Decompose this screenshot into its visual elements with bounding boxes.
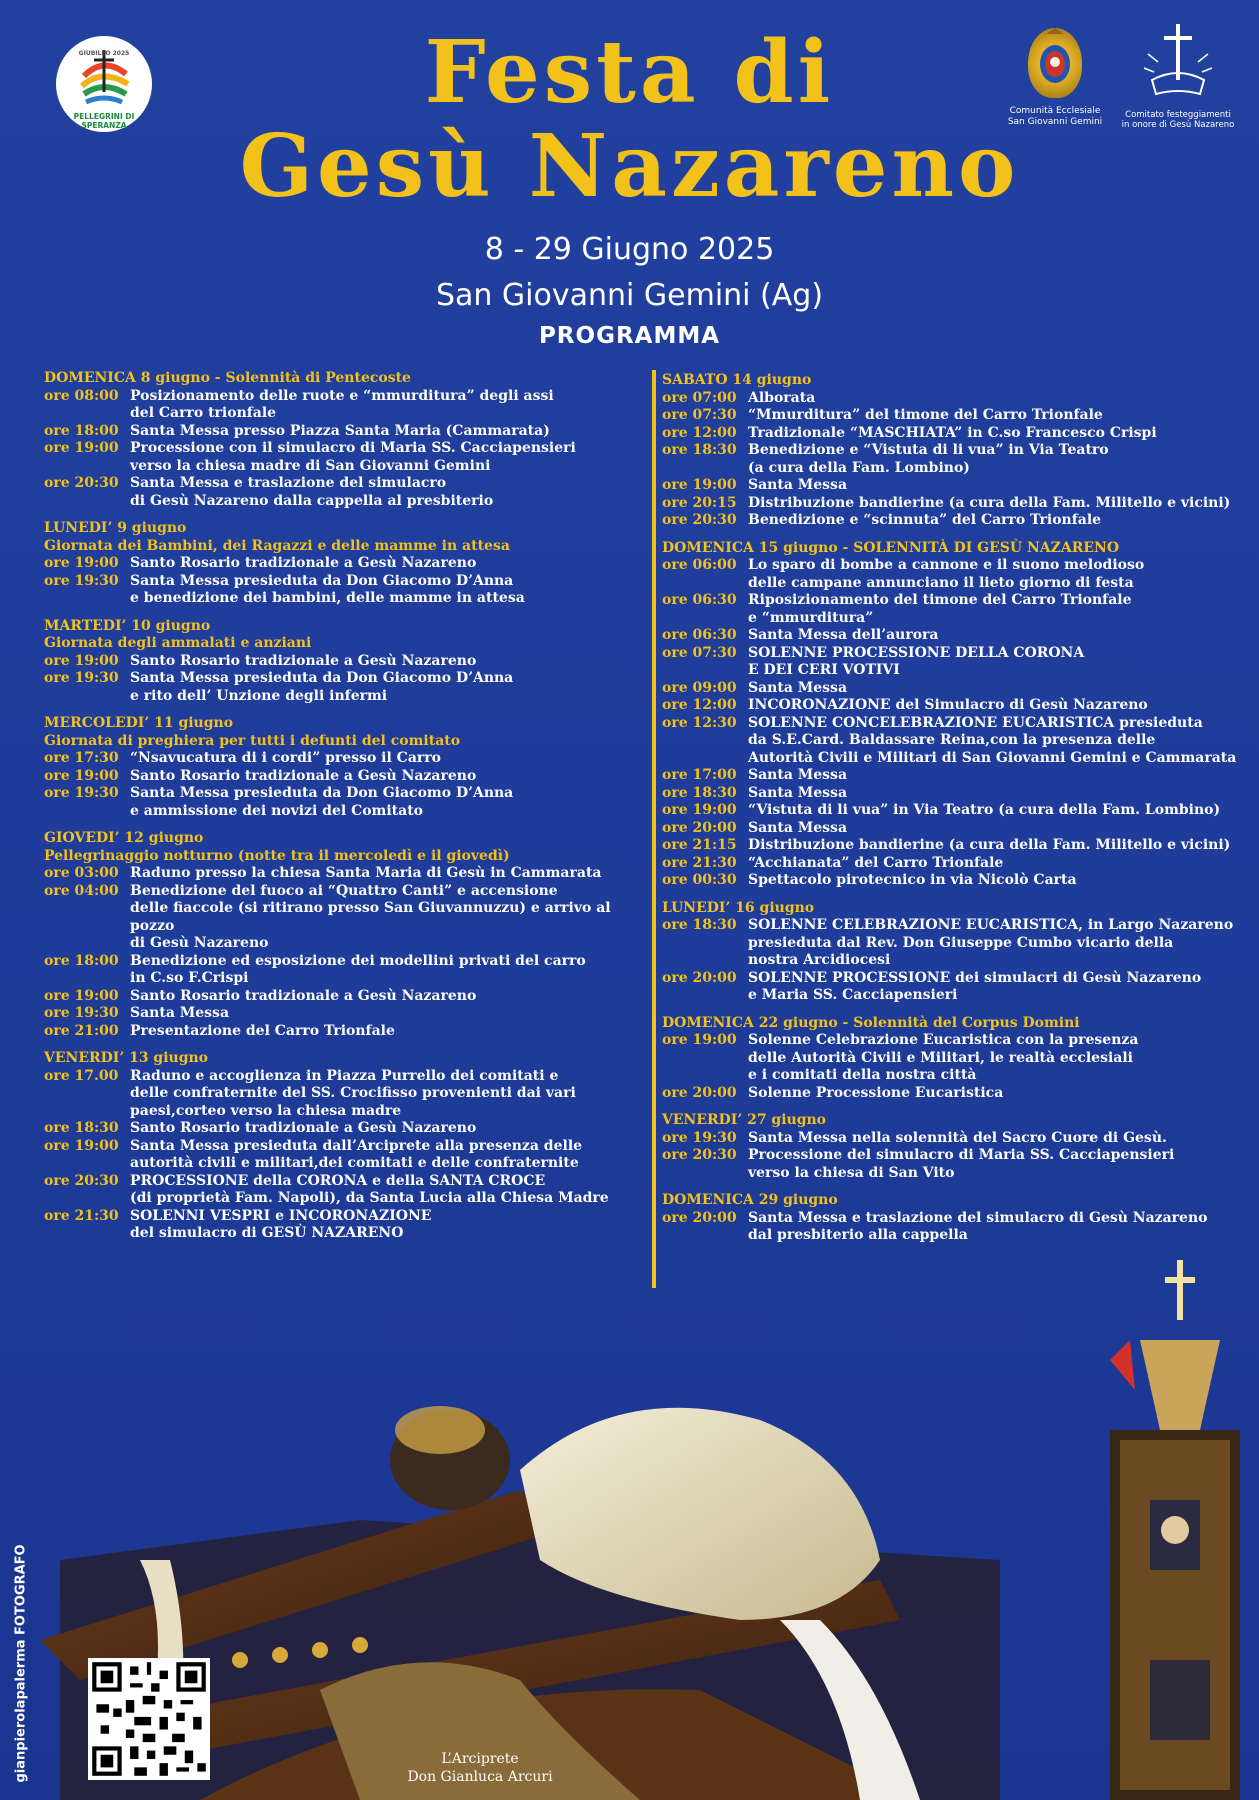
event-time: ore 19:00 — [44, 1137, 119, 1154]
program-day — [44, 830, 644, 1040]
program-day — [662, 1015, 1252, 1103]
program-event — [662, 512, 1252, 530]
programma-heading: PROGRAMMA — [538, 323, 721, 349]
program-event — [44, 1023, 644, 1041]
event-dates: 8 - 29 Giugno 2025 — [484, 232, 775, 267]
event-time: ore 17:30 — [44, 750, 119, 766]
event-time: ore 21:30 — [662, 854, 737, 871]
event-description: Santa Messa presieduta da Don Giacomo D’Anna e benedizione dei bambini, delle mamme in attesa — [130, 572, 525, 606]
event-description: Processione con il simulacro di Maria SS. Cacciapensieri verso la chiesa madre di San Giovanni Gemini — [130, 440, 576, 474]
program-event — [662, 680, 1252, 698]
program-day — [44, 520, 644, 608]
day-title: VENERDI’ 13 giugno — [44, 1050, 209, 1066]
event-description: Benedizione e “Vistuta di li vua” in Via Teatro (a cura della Fam. Lombino) — [748, 442, 1109, 476]
event-description: Santa Messa presieduta dall’Arciprete alla presenza delle autorità civili e militari,dei comitati e delle confraternite — [130, 1137, 583, 1171]
event-description: SOLENNE CELEBRAZIONE EUCARISTICA, in Largo Nazareno presieduta dal Rev. Don Giuseppe Cumbo vicario della nostra Arcidiocesi — [748, 917, 1234, 968]
program-event — [44, 785, 644, 820]
event-time: ore 20:00 — [662, 1084, 737, 1101]
photographer-credit — [8, 1544, 29, 1790]
day-title: DOMENICA 29 giugno — [662, 1192, 838, 1208]
program-event — [44, 670, 644, 705]
event-time: ore 19:00 — [662, 477, 737, 493]
event-time: ore 20:00 — [662, 1209, 737, 1226]
event-description: Benedizione e “scinnuta” del Carro Trionfale — [748, 512, 1102, 528]
event-time: ore 21:15 — [662, 837, 737, 853]
program-event — [662, 970, 1252, 1005]
day-title: DOMENICA 22 giugno - Solennità del Corpus Domini — [662, 1014, 1080, 1031]
event-time: ore 19:00 — [44, 555, 119, 571]
program-event — [662, 855, 1252, 873]
event-time: ore 19:00 — [662, 802, 737, 818]
column-divider — [652, 370, 656, 1288]
event-time: ore 17:00 — [662, 767, 737, 783]
day-subtitle: Pellegrinaggio notturno (notte tra il mercoledì e il giovedì) — [44, 847, 510, 864]
event-time: ore 18:30 — [662, 784, 737, 801]
event-time: ore 19:30 — [44, 1005, 119, 1021]
day-title: DOMENICA 15 giugno - SOLENNITÀ DI GESÙ NAZARENO — [662, 539, 1120, 556]
program-event — [662, 425, 1252, 443]
event-time: ore 20:30 — [44, 1172, 119, 1189]
program-event — [662, 1210, 1252, 1245]
day-title: SABATO 14 giugno — [662, 372, 812, 388]
program-event — [44, 768, 644, 786]
event-description: Santa Messa — [748, 477, 848, 493]
event-description: Raduno e accoglienza in Piazza Purrello dei comitati e delle confraternite del SS. Crocifisso provenienti dai vari paesi,corteo verso la chiesa madre — [130, 1067, 576, 1119]
event-time: ore 18:00 — [44, 422, 119, 439]
event-description: SOLENNE CONCELEBRAZIONE EUCARISTICA presieduta da S.E.Card. Baldassare Reina,con la presenza delle Autorità Civili e Militari di San Giovanni Gemini e Cammarata — [748, 714, 1237, 766]
event-description: Presentazione del Carro Trionfale — [130, 1022, 395, 1039]
program-event — [662, 442, 1252, 477]
event-time: ore 18:30 — [44, 1120, 119, 1136]
event-time: ore 19:30 — [44, 785, 119, 801]
event-time: ore 20:00 — [662, 819, 737, 836]
signature-name: Don Gianluca Arcuri — [407, 1769, 553, 1785]
event-time: ore 20:30 — [662, 512, 737, 528]
program-event — [44, 953, 644, 988]
qr-code[interactable] — [88, 1658, 210, 1780]
event-description: Santa Messa nella solennità del Sacro Cuore di Gesù. — [748, 1129, 1167, 1146]
event-time: ore 19:00 — [662, 1032, 737, 1048]
event-time: ore 20:30 — [44, 475, 119, 491]
signature-role: L’Arciprete — [441, 1751, 519, 1767]
committee-caption-line1: Comitato festeggiamenti — [1125, 110, 1231, 120]
parish-caption-line1: Comunità Ecclesiale — [1009, 106, 1101, 116]
event-time: ore 19:30 — [662, 1129, 737, 1146]
event-time: ore 19:00 — [44, 767, 119, 784]
program-event — [662, 390, 1252, 408]
program-event — [662, 645, 1252, 680]
day-title: GIOVEDI’ 12 giugno — [44, 830, 204, 846]
day-subtitle: Giornata di preghiera per tutti i defunti del comitato — [44, 732, 461, 749]
event-time: ore 12:00 — [662, 697, 737, 713]
day-title: LUNEDI’ 9 giugno — [44, 520, 187, 536]
program-event — [662, 592, 1252, 627]
program-day — [662, 1192, 1252, 1245]
event-description: Santo Rosario tradizionale a Gesù Nazareno — [130, 767, 477, 784]
event-time: ore 21:00 — [44, 1022, 119, 1039]
event-description: Distribuzione bandierine (a cura della Fam. Militello e vicini) — [748, 837, 1231, 853]
event-description: Santo Rosario tradizionale a Gesù Nazareno — [130, 555, 477, 571]
event-description: “Vistuta di li vua” in Via Teatro (a cura della Fam. Lombino) — [748, 802, 1221, 818]
event-description: Santa Messa presieduta da Don Giacomo D’Anna e ammissione dei novizi del Comitato — [130, 785, 514, 819]
program-event — [662, 1147, 1252, 1182]
program-event — [44, 883, 644, 953]
event-description: Posizionamento delle ruote e “mmurditura” degli assi del Carro trionfale — [130, 387, 554, 421]
event-description: Solenne Celebrazione Eucaristica con la presenza delle Autorità Civili e Militari, le realtà ecclesiali e i comitati della nostra città — [748, 1032, 1139, 1083]
event-description: PROCESSIONE della CORONA e della SANTA CROCE (di proprietà Fam. Napoli), da Santa Lucia alla Chiesa Madre — [130, 1172, 609, 1206]
event-description: “Nsavucatura di i cordi” presso il Carro — [130, 750, 441, 766]
event-description: Tradizionale “MASCHIATA” in C.so Francesco Crispi — [748, 424, 1157, 441]
event-time: ore 17.00 — [44, 1067, 119, 1084]
event-description: Benedizione del fuoco ai “Quattro Canti” e accensione delle fiaccole (si ritirano presso San Giuvannuzzu) e arrivo al pozzo di Gesù Nazareno — [130, 882, 611, 951]
program-event — [44, 1005, 644, 1023]
program-event — [662, 477, 1252, 495]
day-title: LUNEDI’ 16 giugno — [662, 899, 815, 916]
event-time: ore 07:30 — [662, 644, 737, 661]
event-time: ore 03:00 — [44, 865, 119, 881]
qr-code-icon — [88, 1658, 210, 1780]
program-event — [662, 802, 1252, 820]
day-title: MERCOLEDI’ 11 giugno — [44, 715, 234, 731]
event-time: ore 12:00 — [662, 424, 737, 441]
program-left-column — [44, 370, 644, 1253]
event-time: ore 00:30 — [662, 872, 737, 888]
program-event — [44, 440, 644, 475]
program-event — [44, 988, 644, 1006]
event-description: Santa Messa e traslazione del simulacro di Gesù Nazareno dalla cappella al presbiterio — [130, 475, 494, 509]
program-event — [44, 653, 644, 671]
event-description: Alborata — [748, 389, 816, 406]
event-time: ore 18:30 — [662, 442, 737, 458]
program-event — [662, 785, 1252, 803]
day-title: MARTEDI’ 10 giugno — [44, 617, 211, 634]
jubilee-logo-year: GIUBILEO 2025 — [78, 50, 130, 57]
event-time: ore 19:00 — [44, 652, 119, 669]
program-event — [44, 750, 644, 768]
event-description: Lo sparo di bombe a cannone e il suono melodioso delle campane annunciano il lieto giorno di festa — [748, 557, 1145, 591]
event-description: INCORONAZIONE del Simulacro di Gesù Nazareno — [748, 697, 1148, 713]
event-description: Santa Messa — [748, 784, 848, 801]
event-time: ore 20:15 — [662, 494, 737, 511]
program-event — [662, 407, 1252, 425]
program-event — [662, 1085, 1252, 1103]
event-description: SOLENNE PROCESSIONE dei simulacri di Gesù Nazareno e Maria SS. Cacciapensieri — [748, 969, 1202, 1003]
event-description: Santa Messa presieduta da Don Giacomo D’Anna e rito dell’ Unzione degli infermi — [130, 670, 514, 704]
program-event — [44, 865, 644, 883]
program-day — [662, 1112, 1252, 1182]
program-event — [44, 573, 644, 608]
event-time: ore 18:00 — [44, 952, 119, 969]
program-day — [662, 540, 1252, 890]
event-time: ore 12:30 — [662, 714, 737, 731]
event-description: Santo Rosario tradizionale a Gesù Nazareno — [130, 987, 477, 1004]
event-description: SOLENNI VESPRI e INCORONAZIONE del simulacro di GESÙ NAZARENO — [130, 1207, 432, 1241]
program-event — [44, 1068, 644, 1121]
program-event — [662, 557, 1252, 592]
event-description: Benedizione ed esposizione dei modellini privati del carro in C.so F.Crispi — [130, 952, 586, 986]
event-description: Spettacolo pirotecnico in via Nicolò Carta — [748, 872, 1077, 888]
jubilee-logo-text: PELLEGRINI DI SPERANZA — [73, 112, 135, 130]
event-time: ore 07:00 — [662, 389, 737, 406]
event-time: ore 07:30 — [662, 407, 737, 423]
event-description: SOLENNE PROCESSIONE DELLA CORONA E DEI CERI VOTIVI — [748, 644, 1085, 678]
program-event — [662, 767, 1252, 785]
event-description: Santa Messa — [130, 1005, 230, 1021]
event-description: Santa Messa — [748, 767, 848, 783]
event-time: ore 18:30 — [662, 917, 737, 933]
event-description: Processione del simulacro di Maria SS. Cacciapensieri verso la chiesa di San Vito — [748, 1147, 1175, 1181]
event-time: ore 20:00 — [662, 969, 737, 986]
program-day — [44, 1050, 644, 1243]
program-event — [662, 715, 1252, 768]
event-description: “Mmurditura” del timone del Carro Trionfale — [748, 407, 1103, 423]
program-event — [662, 917, 1252, 970]
day-title: DOMENICA 8 giugno - Solennità di Pentecoste — [44, 370, 411, 386]
program-day — [44, 715, 644, 820]
program-event — [44, 1173, 644, 1208]
event-description: Santa Messa — [748, 679, 848, 696]
program-day — [662, 372, 1252, 530]
event-time: ore 19:30 — [44, 670, 119, 686]
event-time: ore 21:30 — [44, 1207, 119, 1224]
program-event — [44, 1138, 644, 1173]
event-description: Raduno presso la chiesa Santa Maria di Gesù in Cammarata — [130, 865, 602, 881]
event-description: Santa Messa — [748, 819, 848, 836]
day-subtitle: Giornata degli ammalati e anziani — [44, 635, 312, 651]
event-description: Solenne Processione Eucaristica — [748, 1084, 1004, 1101]
event-time: ore 08:00 — [44, 387, 119, 404]
event-time: ore 06:30 — [662, 627, 737, 643]
program-event — [662, 872, 1252, 890]
event-time: ore 06:00 — [662, 557, 737, 573]
event-time: ore 19:30 — [44, 572, 119, 589]
event-time: ore 06:30 — [662, 592, 737, 608]
program-event — [662, 495, 1252, 513]
program-event — [662, 697, 1252, 715]
title-line1: Festa di — [424, 22, 835, 123]
parish-caption-line2: San Giovanni Gemini — [1007, 117, 1103, 127]
program-event — [662, 627, 1252, 645]
program-event — [662, 837, 1252, 855]
event-time: ore 19:00 — [44, 440, 119, 456]
program-event — [44, 1208, 644, 1243]
photographer-name: gianpierolapalerma FOTOGRAFO — [13, 1544, 29, 1783]
day-title: VENERDI’ 27 giugno — [662, 1112, 827, 1128]
event-description: Santa Messa e traslazione del simulacro di Gesù Nazareno dal presbiterio alla cappella — [748, 1209, 1208, 1243]
committee-caption-line2: in onore di Gesù Nazareno — [1121, 120, 1235, 130]
program-day — [44, 618, 644, 706]
event-time: ore 19:00 — [44, 987, 119, 1004]
event-description: Santo Rosario tradizionale a Gesù Nazareno — [130, 652, 477, 669]
signature — [280, 1750, 680, 1786]
event-time: ore 04:00 — [44, 882, 119, 899]
title-line2: Gesù Nazareno — [239, 116, 1020, 217]
program-event — [44, 1120, 644, 1138]
event-description: Riposizionamento del timone del Carro Trionfale e “mmurditura” — [748, 592, 1132, 626]
event-description: Santo Rosario tradizionale a Gesù Nazareno — [130, 1120, 477, 1136]
event-description: Santa Messa presso Piazza Santa Maria (Cammarata) — [130, 422, 550, 439]
event-place: San Giovanni Gemini (Ag) — [435, 278, 824, 313]
program-event — [44, 555, 644, 573]
program-event — [44, 388, 644, 423]
event-description: Santa Messa dell’aurora — [748, 627, 939, 643]
program-day — [44, 370, 644, 510]
program-event — [44, 475, 644, 510]
program-right-column — [662, 372, 1252, 1255]
program-event — [662, 1032, 1252, 1085]
day-subtitle: Giornata dei Bambini, dei Ragazzi e delle mamme in attesa — [44, 537, 510, 554]
program-event — [44, 423, 644, 441]
event-description: Distribuzione bandierine (a cura della Fam. Militello e vicini) — [748, 494, 1231, 511]
event-description: “Acchianata” del Carro Trionfale — [748, 854, 1004, 871]
event-time: ore 09:00 — [662, 679, 737, 696]
program-event — [662, 820, 1252, 838]
event-time: ore 20:30 — [662, 1147, 737, 1163]
program-event — [662, 1130, 1252, 1148]
program-day — [662, 900, 1252, 1005]
